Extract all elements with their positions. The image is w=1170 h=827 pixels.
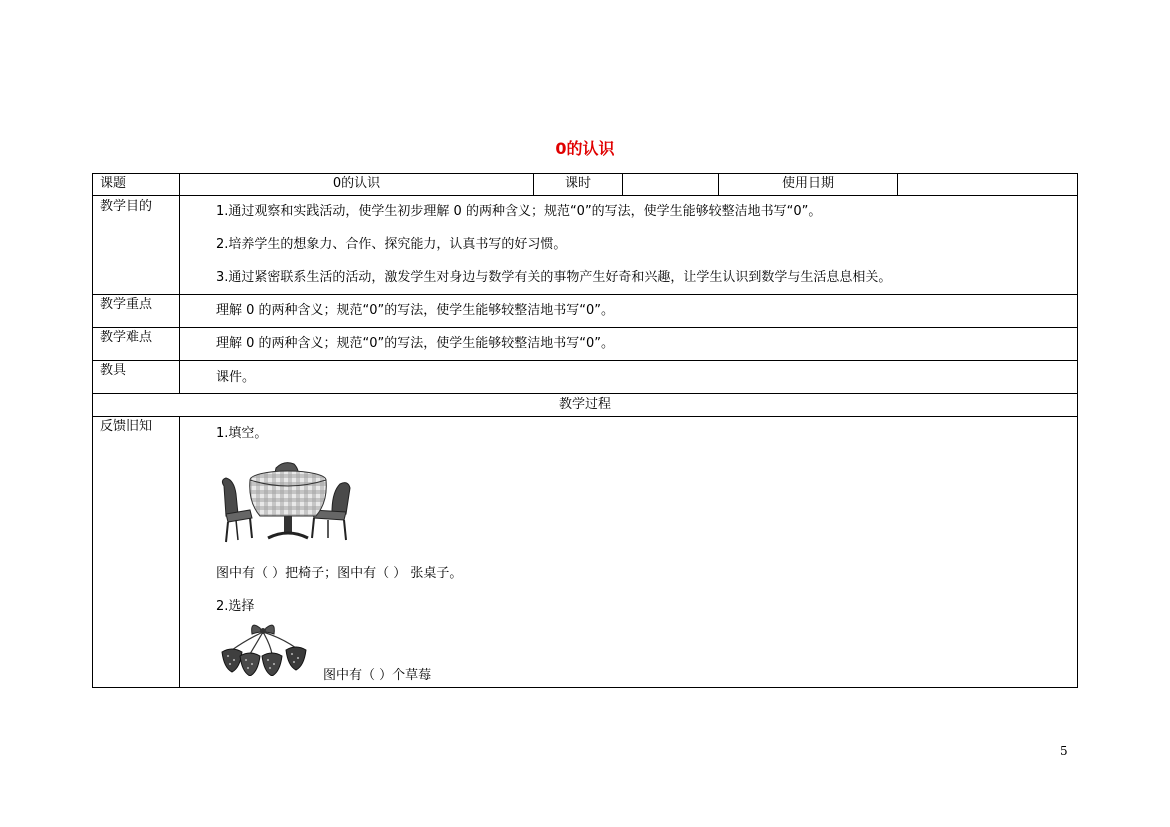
difficulties-text: 理解 0 的两种含义；规范“0”的写法，使学生能够较整洁地书写“0”。 — [216, 336, 615, 351]
document-title: 0的认识 — [555, 139, 615, 158]
table-border-right — [1077, 173, 1078, 688]
table-chairs-image — [216, 458, 360, 544]
page-number: 5 — [1060, 744, 1068, 758]
objectives-label: 教学目的 — [100, 199, 153, 214]
table-border-top — [92, 173, 1078, 174]
table-border-bottom — [92, 687, 1078, 688]
topic-label: 课题 — [100, 176, 127, 191]
table-row-divider — [92, 416, 1078, 417]
question-1-title: 1.填空。 — [216, 426, 268, 441]
table-row-divider — [92, 294, 1078, 295]
table-row-divider — [92, 360, 1078, 361]
question-2-title: 2.选择 — [216, 599, 255, 614]
table-row-divider — [92, 195, 1078, 196]
tools-label: 教具 — [100, 363, 127, 378]
table-col-divider — [897, 173, 898, 196]
key-points-text: 理解 0 的两种含义；规范“0”的写法，使学生能够较整洁地书写“0”。 — [216, 303, 615, 318]
table-col-divider — [179, 173, 180, 394]
topic-value: 0的认识 — [332, 176, 381, 191]
question-1-text: 图中有（ ）把椅子；图中有（ ） 张桌子。 — [216, 566, 463, 581]
tools-text: 课件。 — [216, 370, 256, 385]
objective-item: 2.培养学生的想象力、合作、探究能力，认真书写的好习惯。 — [216, 237, 567, 252]
review-label: 反馈旧知 — [100, 419, 153, 434]
objective-item: 3.通过紧密联系生活的活动，激发学生对身边与数学有关的事物产生好奇和兴趣，让学生认识到数学与生活息息相关。 — [216, 270, 892, 285]
table-row-divider — [92, 393, 1078, 394]
table-col-divider — [179, 416, 180, 688]
objective-item: 1.通过观察和实践活动，使学生初步理解 0 的两种含义；规范“0”的写法，使学生能够较整洁地书写“0”。 — [216, 204, 822, 219]
strawberries-image — [216, 622, 312, 676]
table-border-left — [92, 173, 93, 688]
process-heading: 教学过程 — [558, 397, 611, 412]
table-col-divider — [622, 173, 623, 196]
period-label: 课时 — [564, 176, 591, 191]
question-2-text: 图中有（ ）个草莓 — [323, 668, 432, 683]
date-label: 使用日期 — [781, 176, 834, 191]
difficulties-label: 教学难点 — [100, 330, 153, 345]
table-row-divider — [92, 327, 1078, 328]
key-points-label: 教学重点 — [100, 297, 153, 312]
